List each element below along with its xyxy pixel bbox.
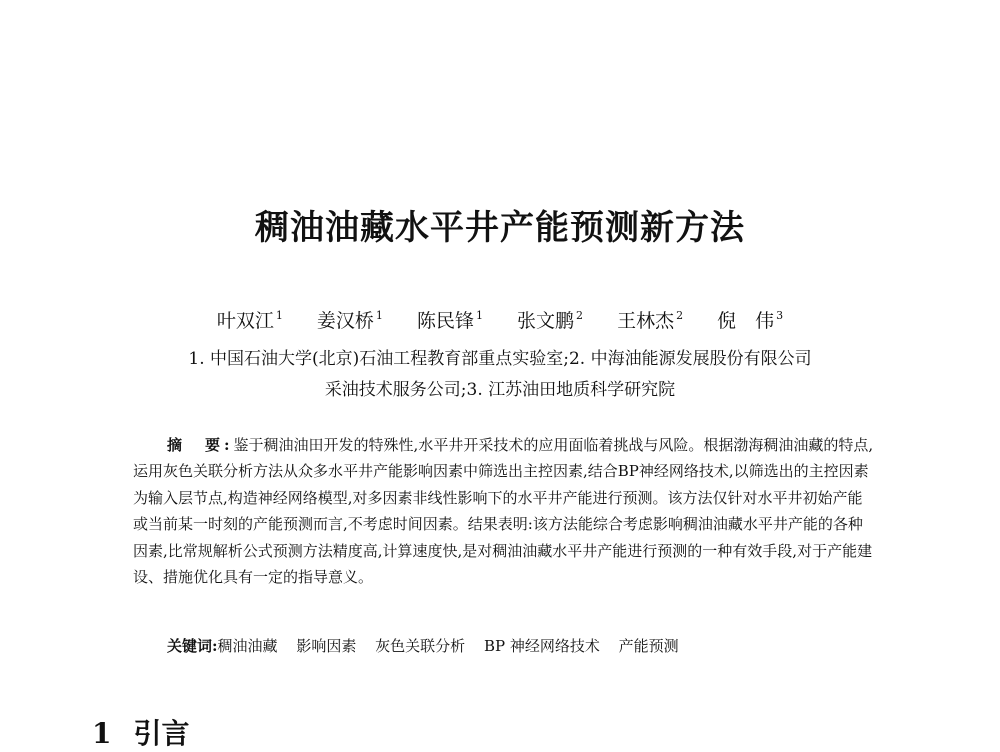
author-name: 倪 伟 xyxy=(717,310,775,332)
section-title: 引言 xyxy=(133,717,190,750)
author-name: 王林杰 xyxy=(617,310,675,332)
keyword: 产能预测 xyxy=(618,637,679,655)
abstract-text: 鉴于稠油油田开发的特殊性,水平井开采技术的应用面临着挑战与风险。根据渤海稠油油藏的特点,运用灰色关联分析方法从众多水平井产能影响因素中筛选出主控因素,结合BP神经网络技术,以筛选出的主控因素为输入层节点,构造神经网络模型,对多因素非线性影响下的水平井产能进行预测。该方法仅针对水平井初始产能或当前某一时刻的产能预测而言,不考虑时间因素。结果表明:该方法能综合考虑影响稠油油藏水平井产能的各种因素,比常规解析公式预测方法精度高,计算速度快,是对稠油油藏水平井产能进行预测的一种有效手段,对于产能建设、措施优化具有一定的指导意义。 xyxy=(133,436,874,587)
keyword: 稠油油藏 xyxy=(217,637,278,655)
author-name: 张文鹏 xyxy=(517,310,575,332)
author-name: 叶双江 xyxy=(216,310,274,332)
abstract xyxy=(133,432,877,590)
keyword: 灰色关联分析 xyxy=(375,637,466,655)
keywords-label: 关键词: xyxy=(167,637,218,655)
affiliation-line-1: 1. 中国石油大学(北京)石油工程教育部重点实验室;2. 中海油能源发展股份有限公司 xyxy=(188,349,812,369)
author-affiliation-marker: 1 xyxy=(275,309,283,322)
author xyxy=(517,306,583,333)
author xyxy=(617,306,683,333)
author-list xyxy=(0,306,1000,333)
paper-title: 稠油油藏水平井产能预测新方法 xyxy=(255,208,745,248)
keyword: 影响因素 xyxy=(296,637,357,655)
author-affiliation-marker: 2 xyxy=(576,309,584,322)
author xyxy=(317,306,383,333)
author xyxy=(217,306,283,333)
author xyxy=(417,306,483,333)
section-number: 1 xyxy=(92,717,112,750)
section-heading xyxy=(92,712,190,752)
affiliation-line-2: 采油技术服务公司;3. 江苏油田地质科学研究院 xyxy=(324,380,676,400)
keyword: BP 神经网络技术 xyxy=(483,637,600,655)
author xyxy=(717,306,783,333)
author-affiliation-marker: 3 xyxy=(776,309,784,322)
author-affiliation-marker: 1 xyxy=(475,309,483,322)
author-affiliation-marker: 2 xyxy=(676,309,684,322)
author-name: 姜汉桥 xyxy=(316,310,374,332)
author-name: 陈民锋 xyxy=(416,310,474,332)
abstract-label: 摘 要: xyxy=(167,436,234,454)
author-affiliation-marker: 1 xyxy=(375,309,383,322)
keywords xyxy=(167,635,877,656)
